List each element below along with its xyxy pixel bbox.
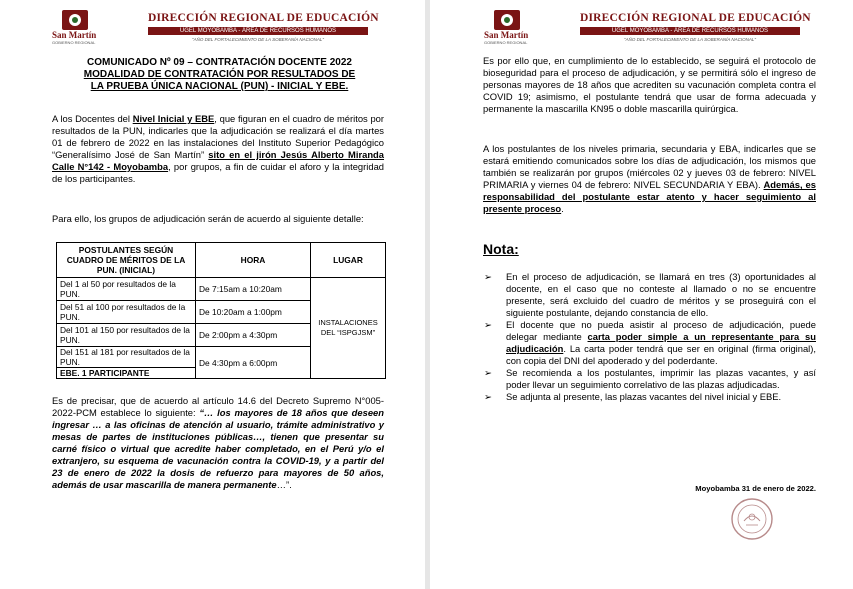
cell-lugar: INSTALACIONES DEL “ISPGJSM” [311, 278, 386, 379]
arrow-bullet-icon: ➢ [484, 367, 492, 378]
arrow-bullet-icon: ➢ [484, 271, 492, 282]
arrow-bullet-icon: ➢ [484, 391, 492, 402]
cell-hora: De 4:30pm a 6:00pm [196, 347, 311, 379]
intro-text-b: , que figuran en el cuadro de méritos por resultados de la PUN, indicarles que la adjudicación se realizará el día martes 01 de febrero de 2022 en las instalaciones del Instituto Superior Pedagógico “Generalísimo José de San Martín” [52, 113, 384, 160]
letterhead-motto: "AÑO DEL FORTALECIMIENTO DE LA SOBERANÍA NACIONAL" [191, 37, 325, 42]
bullet-emphasis: carta poder simple a un representante para su adjudicación [506, 331, 816, 354]
decree-quote-end: …”. [276, 479, 292, 490]
cell-postulantes: Del 101 al 150 por resultados de la PUN. [57, 324, 196, 347]
letterhead-motto: "AÑO DEL FORTALECIMIENTO DE LA SOBERANÍA NACIONAL" [623, 37, 757, 42]
logo-subtext: GOBIERNO REGIONAL [484, 40, 528, 45]
heading-line-2: MODALIDAD DE CONTRATACIÓN POR RESULTADOS DE [83, 69, 356, 80]
heading-line-3: LA PRUEBA ÚNICA NACIONAL (PUN) - INICIAL Y EBE. [90, 81, 349, 92]
intro-address: sito en el jirón Jesús Alberto Miranda Calle N°142 - Moyobamba [52, 149, 385, 172]
paragraph-other-levels [483, 143, 816, 215]
paragraph-biosecurity: Es por ello que, en cumplimiento de lo establecido, se seguirá el protocolo de bioseguridad para el proceso de adjudicación, y se permitirá sólo el ingreso de personas mayores de 18 años que acrediten su vacunación completa contra el COVID 19; asimismo, el postulante tendrá que usar de forma adecuada y permanente la mascarilla KN95 o doble mascarilla quirúrgica. [483, 55, 816, 114]
official-seal-icon [730, 497, 774, 541]
cell-hora: De 10:20am a 1:00pm [196, 301, 311, 324]
cell-postulantes: Del 1 al 50 por resultados de la PUN. [57, 278, 196, 301]
heading-line-1: COMUNICADO Nº 09 – CONTRATACIÓN DOCENTE 2022 [87, 57, 352, 68]
document-date: Moyobamba 31 de enero de 2022. [695, 484, 816, 493]
adjudication-schedule-table [56, 242, 386, 379]
nota-list [482, 271, 816, 403]
gobierno-regional-logo [50, 10, 140, 46]
cell-hora: De 7:15am a 10:20am [196, 278, 311, 301]
table-row [57, 278, 386, 301]
decree-text: Es de precisar, que de acuerdo al artículo 14.6 del Decreto Supremo N°005-2022-PCM establece lo siguiente: [52, 395, 384, 418]
cell-postulantes: Del 151 al 181 por resultados de la PUN. [57, 347, 196, 368]
paragraph-groups: Para ello, los grupos de adjudicación serán de acuerdo al siguiente detalle: [52, 213, 364, 224]
list-item [482, 391, 816, 403]
cell-ebe: EBE. 1 PARTICIPANTE [57, 368, 196, 379]
letterhead [482, 10, 827, 46]
logo-text: San Martín [484, 30, 529, 40]
paragraph-decree [52, 395, 384, 491]
other-levels-end: . [561, 203, 564, 214]
arrow-bullet-icon: ➢ [484, 319, 492, 330]
intro-text-a: A los Docentes del [52, 113, 133, 124]
bullet-text: El docente que no pueda asistir al proceso de adjudicación, puede delegar mediante [506, 319, 816, 342]
list-item [482, 367, 816, 391]
decree-quote: “… los mayores de 18 años que deseen ingresar … a las oficinas de atención al usuario, trámite administrativo y mesas de partes de instituciones públicas…, tienen que presentar su carné físico o virtual que acredite haber completado, en el Perú y/o el extranjero, su esquema de vacunación contra la COVID-19, y a partir del 23 de enero de 2022 la dosis de refuerzo para mayores de 50 años, además de usar mascarilla de manera permanente [52, 407, 384, 490]
paragraph-intro [52, 113, 384, 185]
letterhead-title: DIRECCIÓN REGIONAL DE EDUCACIÓN [148, 12, 379, 24]
letterhead-title: DIRECCIÓN REGIONAL DE EDUCACIÓN [580, 12, 811, 24]
table-header-row [57, 243, 386, 278]
other-levels-text: A los postulantes de los niveles primaria, secundaria y EBA, indicarles que se estará emitiendo comunicados sobre los días de adjudicación, los mismos que también se realizarán por grupos (miércoles 02 y jueves 03 de febrero: NIVEL PRIMARIA y viernes 04 de febrero: NIVEL SECUNDARIA Y EBA). [483, 143, 816, 190]
intro-nivel: Nivel Inicial y EBE [132, 113, 215, 124]
letterhead-subtitle: UGEL MOYOBAMBA - ÁREA DE RECURSOS HUMANOS [580, 27, 800, 35]
letterhead-subtitle: UGEL MOYOBAMBA - ÁREA DE RECURSOS HUMANOS [148, 27, 368, 35]
intro-text-c: , por grupos, a fin de cuidar el aforo y la integridad de los participantes. [52, 161, 384, 184]
bullet-text: Se recomienda a los postulantes, imprimir las plazas vacantes, y así poder llevar un seguimiento correlativo de las plazas adjudicadas. [506, 367, 816, 390]
document-page-right [430, 0, 853, 589]
col-header-hora: HORA [196, 243, 311, 278]
cell-hora: De 2:00pm a 4:30pm [196, 324, 311, 347]
cell-postulantes: Del 51 al 100 por resultados de la PUN. [57, 301, 196, 324]
gobierno-regional-logo [482, 10, 572, 46]
responsibility-note: Además, es responsabilidad del postulante estar atento y hacer seguimiento al presente proceso [483, 179, 816, 214]
list-item [482, 319, 816, 367]
logo-text: San Martín [52, 30, 97, 40]
nota-title: Nota: [483, 241, 519, 257]
col-header-postulantes: POSTULANTES SEGÚN CUADRO DE MÉRITOS DE LA PUN. (INICIAL) [57, 243, 196, 278]
bullet-text: . La carta poder tendrá que ser en original (firma original), con copia del DNI del apoderado y del poderdante. [506, 343, 816, 366]
letterhead [50, 10, 395, 46]
document-heading [52, 57, 387, 93]
bullet-text: En el proceso de adjudicación, se llamará en tres (3) oportunidades al docente, en el caso que no conteste al llamado o no se encuentre presente, será excluido del cuadro de méritos y se proseguirá con el siguiente postulante, dejando constancia de ello. [506, 271, 816, 318]
document-page-left [0, 0, 425, 589]
logo-subtext: GOBIERNO REGIONAL [52, 40, 96, 45]
col-header-lugar: LUGAR [311, 243, 386, 278]
bullet-text: Se adjunta al presente, las plazas vacantes del nivel inicial y EBE. [506, 391, 782, 402]
list-item [482, 271, 816, 319]
